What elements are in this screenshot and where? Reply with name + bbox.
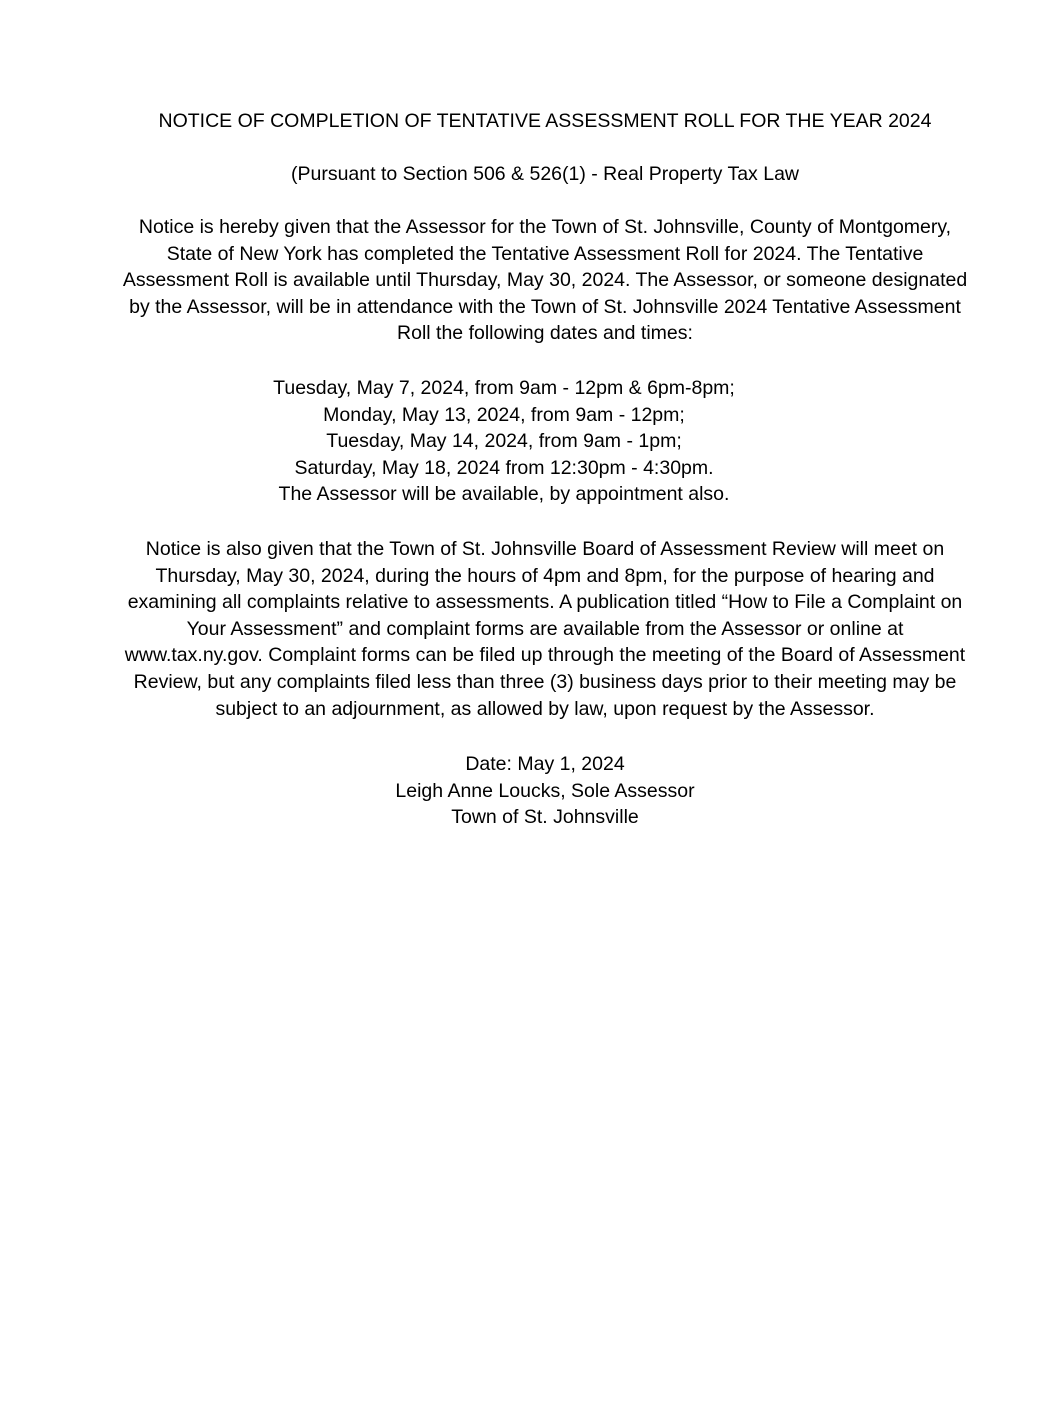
signature-name: Leigh Anne Loucks, Sole Assessor [395, 779, 695, 802]
paragraph-1-line: Roll the following dates and times: [397, 322, 693, 345]
notice-subtitle: (Pursuant to Section 506 & 526(1) - Real Property Tax Law [291, 163, 799, 185]
schedule-line: Monday, May 13, 2024, from 9am - 12pm; [323, 403, 685, 426]
paragraph-2-line: Your Assessment” and complaint forms are available from the Assessor or online at [186, 617, 904, 640]
signature-date: Date: May 1, 2024 [465, 753, 625, 775]
paragraph-2-line: Review, but any complaints filed less than three (3) business days prior to their meeting may be [133, 670, 957, 693]
paragraph-2-line: examining all complaints relative to assessments. A publication titled “How to File a Complaint on [127, 591, 963, 614]
schedule-line: Tuesday, May 7, 2024, from 9am - 12pm & 6pm-8pm; [273, 377, 735, 399]
paragraph-1-line: Assessment Roll is available until Thursday, May 30, 2024. The Assessor, or someone designated [122, 269, 968, 292]
paragraph-2-line: www.tax.ny.gov. Complaint forms can be filed up through the meeting of the Board of Assessment [124, 644, 966, 667]
paragraph-1-line: State of New York has completed the Tentative Assessment Roll for 2024. The Tentative [166, 242, 924, 265]
paragraph-2-line: Notice is also given that the Town of St. Johnsville Board of Assessment Review will meet on [145, 538, 945, 560]
notice-paragraph-1 [100, 214, 990, 347]
paragraph-1-line: by the Assessor, will be in attendance with the Town of St. Johnsville 2024 Tentative Assessment [129, 295, 961, 318]
paragraph-1-line: Notice is hereby given that the Assessor for the Town of St. Johnsville, County of Montgomery, [138, 216, 952, 238]
signature-block [300, 751, 790, 831]
schedule-line: Tuesday, May 14, 2024, from 9am - 1pm; [326, 430, 682, 453]
signature-town: Town of St. Johnsville [451, 806, 639, 829]
paragraph-2-line: subject to an adjournment, as allowed by law, upon request by the Assessor. [215, 697, 875, 720]
attendance-schedule [200, 375, 808, 508]
paragraph-2-line: Thursday, May 30, 2024, during the hours of 4pm and 8pm, for the purpose of hearing and [155, 564, 935, 587]
notice-title: NOTICE OF COMPLETION OF TENTATIVE ASSESSMENT ROLL FOR THE YEAR 2024 [158, 110, 932, 132]
notice-paragraph-2 [100, 536, 990, 722]
schedule-line: The Assessor will be available, by appointment also. [278, 483, 730, 506]
schedule-line: Saturday, May 18, 2024 from 12:30pm - 4:30pm. [294, 456, 714, 479]
